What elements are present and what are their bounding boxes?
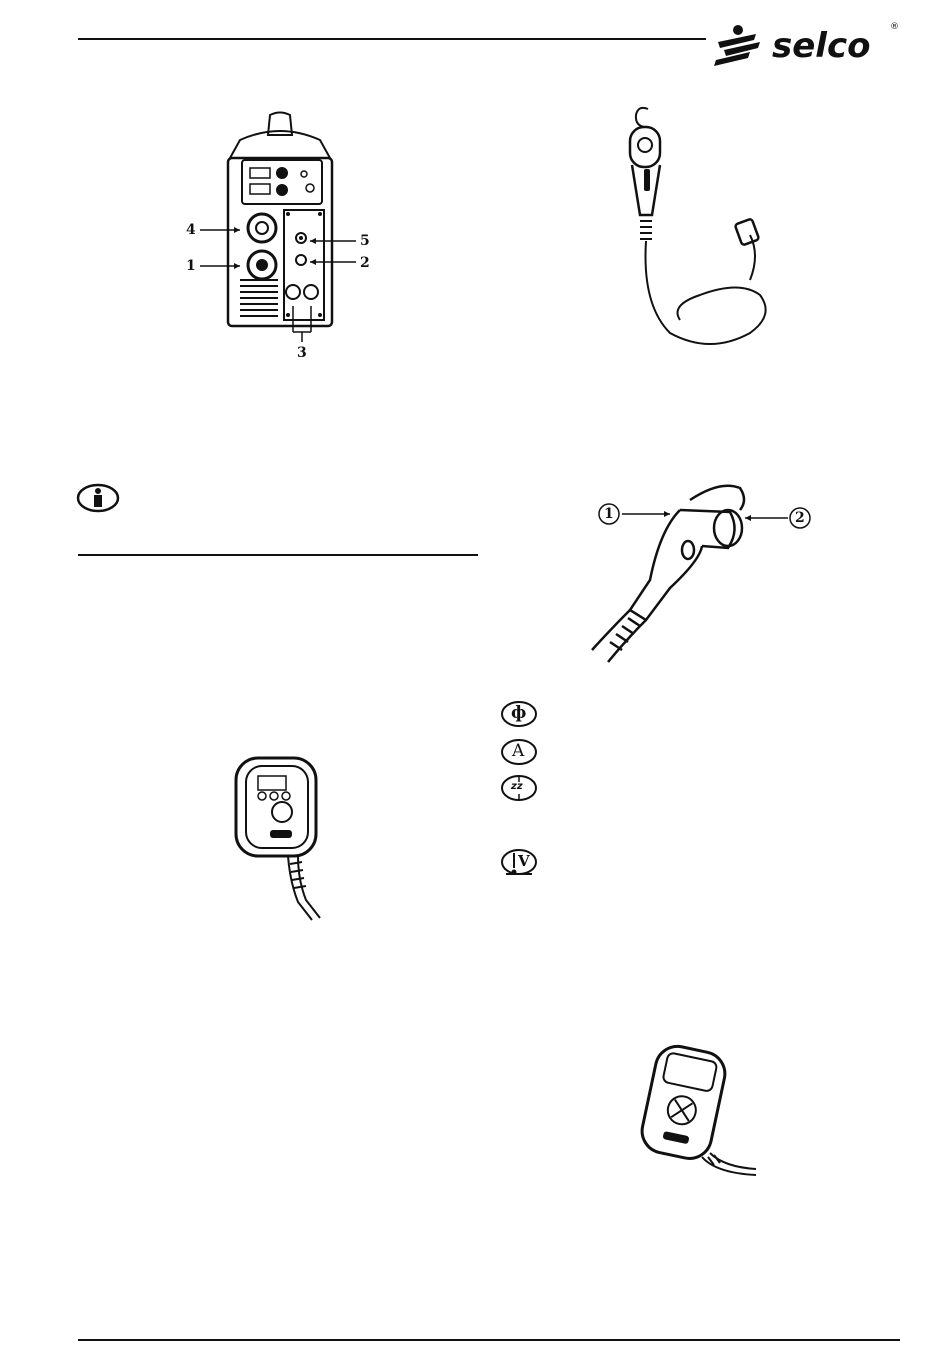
registered-mark: ®: [890, 22, 899, 32]
amperage-symbol-icon: A: [500, 738, 538, 766]
torch-callout-1: 1: [604, 506, 614, 522]
figure-remote-control-2: [636, 1045, 766, 1185]
figure-torch-cable: [600, 105, 780, 355]
figure-torch-closeup: [590, 470, 820, 670]
phi-symbol-icon: ф: [500, 700, 538, 728]
section-rule: [78, 554, 478, 556]
arc-thickness-symbol-icon: zz: [500, 774, 538, 802]
front-panel-drawing: [180, 110, 380, 370]
brand-logo: [710, 20, 900, 70]
figure-front-panel: [180, 110, 380, 370]
symbol-list: [500, 700, 560, 880]
callout-1: 1: [186, 258, 196, 274]
callout-3: 3: [297, 345, 307, 361]
figure-remote-control: [228, 752, 338, 922]
callout-4: 4: [186, 222, 196, 238]
callout-5: 5: [360, 233, 370, 249]
voltage-symbol-icon: V: [500, 848, 538, 876]
info-icon: [76, 483, 120, 513]
torch-callout-2: 2: [795, 510, 805, 526]
brand-name: selco: [772, 26, 871, 66]
footer-rule: [78, 1339, 900, 1341]
header-rule: [78, 38, 706, 40]
callout-2: 2: [360, 255, 370, 271]
